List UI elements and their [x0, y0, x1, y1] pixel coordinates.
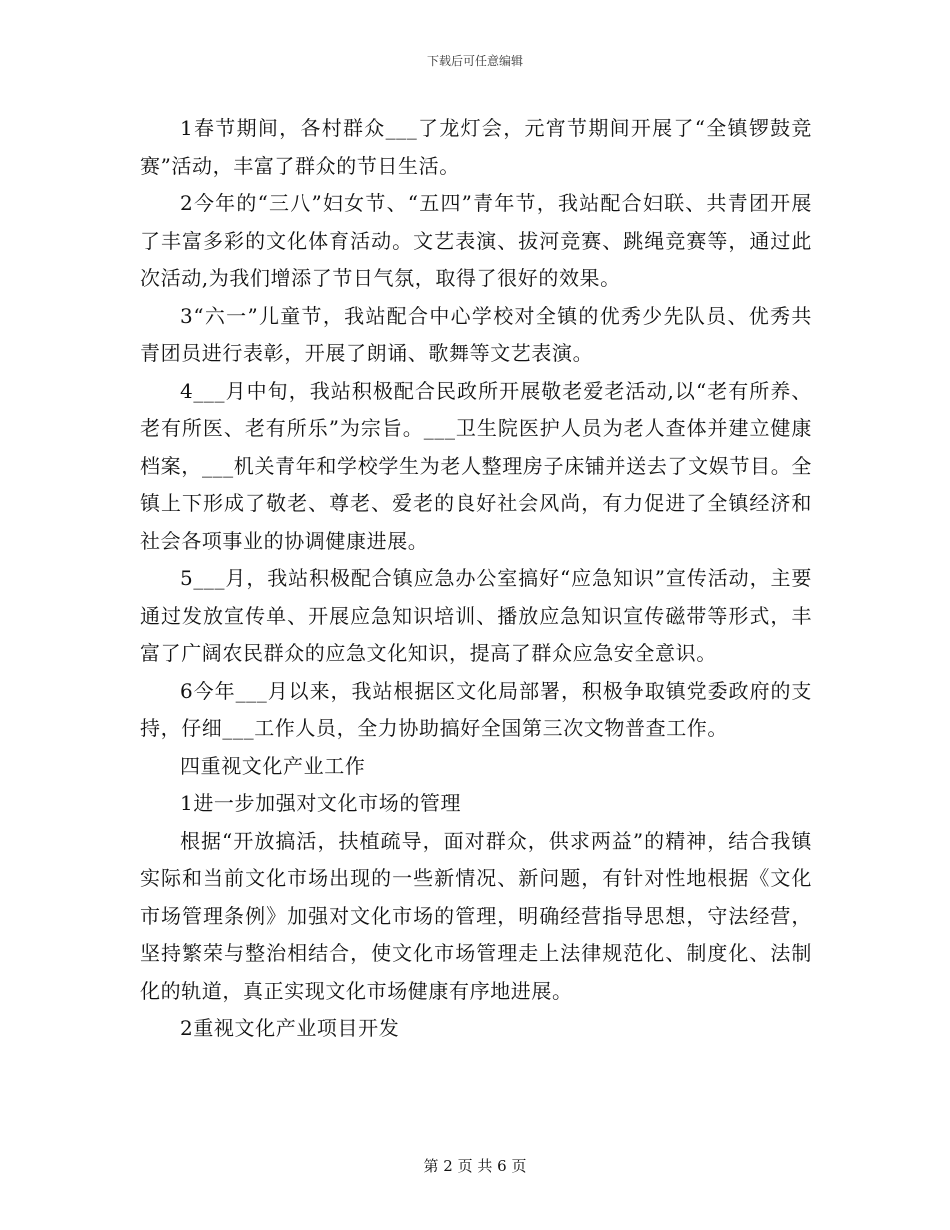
subheading-market-management: 1进一步加强对文化市场的管理: [180, 791, 462, 815]
page-number: 第 2 页 共 6 页: [423, 1157, 527, 1175]
subheading-industry-projects: 2重视文化产业项目开发: [180, 1016, 400, 1040]
section-heading-cultural-industry: 四重视文化产业工作: [180, 753, 366, 778]
paragraph-emergency-knowledge: 5___月，我站积极配合镇应急办公室搞好“应急知识”宣传活动，主要通过发放宣传单、开展应急知识培训、播放应急知识宣传磁带等形式，丰富了广阔农民群众的应急文化知识，提高了群众应急安全意识。: [140, 566, 812, 665]
paragraph-womens-youth-day: 2今年的“三八”妇女节、“五四”青年节，我站配合妇联、共青团开展了丰富多彩的文化体育活动。文艺表演、拔河竞赛、跳绳竞赛等，通过此次活动,为我们增添了节日气氛，取得了很好的效果。: [140, 191, 812, 290]
paragraph-childrens-day: 3“六一”儿童节，我站配合中心学校对全镇的优秀少先队员、优秀共青团员进行表彰，开展了朗诵、歌舞等文艺表演。: [140, 303, 812, 365]
page-header-note: 下载后可任意编辑: [426, 54, 523, 68]
paragraph-market-management: 根据“开放搞活，扶植疏导，面对群众，供求两益”的精神，结合我镇实际和当前文化市场出现的一些新情况、新问题，有针对性地根据《文化市场管理条例》加强对文化市场的管理，明确经营指导思想，守法经营，坚持繁荣与整治相结合，使文化市场管理走上法律规范化、制度化、法制化的轨道，真正实现文化市场健康有序地进展。: [140, 828, 812, 1003]
paragraph-relics-survey: 6今年___月以来，我站根据区文化局部署，积极争取镇党委政府的支持，仔细___工作人员，全力协助搞好全国第三次文物普查工作。: [140, 678, 812, 740]
paragraph-elderly-care: 4___月中旬，我站积极配合民政所开展敬老爱老活动,以“老有所养、老有所医、老有所乐”为宗旨。___卫生院医护人员为老人查体并建立健康档案，___机关青年和学校学生为老人整理房子床铺并送去了文娱节目。全镇上下形成了敬老、尊老、爱老的良好社会风尚，有力促进了全镇经济和社会各项事业的协调健康进展。: [140, 378, 812, 553]
paragraph-spring-festival: 1春节期间，各村群众___了龙灯会，元宵节期间开展了“全镇锣鼓竞赛”活动，丰富了群众的节日生活。: [140, 116, 812, 178]
document-body: [140, 110, 812, 1048]
